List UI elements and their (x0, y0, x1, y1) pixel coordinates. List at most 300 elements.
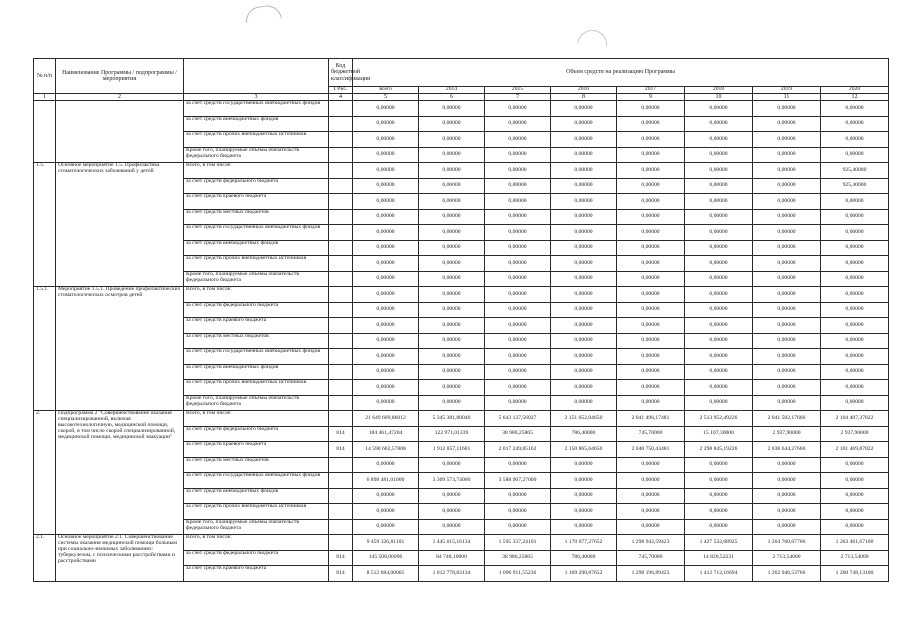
table-row (34, 163, 889, 179)
amount-cell: 1 012 778,83134 (419, 566, 485, 582)
amount-cell: 0,00000 (419, 132, 485, 148)
amount-cell: 0,00000 (551, 318, 617, 334)
grbs-code (329, 240, 353, 256)
amount-cell: 0,00000 (353, 225, 419, 241)
amount-cell: 0,00000 (753, 209, 821, 225)
amount-cell: 0,00000 (617, 318, 685, 334)
amount-cell: 2 513 952,49226 (685, 411, 753, 427)
amount-cell: 0,00000 (821, 504, 889, 520)
amount-cell: 1 298 942,59423 (617, 535, 685, 551)
amount-cell: 0,00000 (551, 519, 617, 535)
amount-cell: 2 937,90000 (753, 426, 821, 442)
funding-source: за счет средств краевого бюджета (184, 566, 329, 582)
amount-cell: 0,00000 (551, 256, 617, 272)
amount-cell: 0,00000 (551, 147, 617, 163)
amount-cell: 0,00000 (821, 349, 889, 365)
amount-cell: 0,00000 (353, 256, 419, 272)
year-header: 2016 (551, 87, 617, 94)
amount-cell: 0,00000 (685, 333, 753, 349)
funding-source: за счет средств прочих внебюджетных источников (184, 380, 329, 396)
amount-cell: 0,00000 (821, 519, 889, 535)
amount-cell: 0,00000 (821, 333, 889, 349)
grbs-code (329, 333, 353, 349)
funding-source: Всего, в том числе: (184, 163, 329, 179)
funding-source: Кроме того, планируемые объемы обязательств федерального бюджета (184, 271, 329, 287)
grbs-code: 814 (329, 550, 353, 566)
grbs-code: 814 (329, 442, 353, 458)
amount-cell: 0,00000 (419, 271, 485, 287)
column-number: 6 (419, 94, 485, 101)
grbs-code: 814 (329, 426, 353, 442)
year-header: 2019 (753, 87, 821, 94)
amount-cell: 0,00000 (753, 163, 821, 179)
funding-source: за счет средств прочих внебюджетных источников (184, 504, 329, 520)
amount-cell: 0,00000 (485, 209, 551, 225)
amount-cell: 2 038 644,27666 (753, 442, 821, 458)
amount-cell: 0,00000 (821, 147, 889, 163)
amount-cell: 0,00000 (353, 132, 419, 148)
amount-cell: 0,00000 (685, 488, 753, 504)
amount-cell: 0,00000 (551, 240, 617, 256)
amount-cell: 745,70000 (617, 426, 685, 442)
year-header: всего (353, 87, 419, 94)
column-number: 9 (617, 94, 685, 101)
funding-source: за счет средств прочих внебюджетных источников (184, 256, 329, 272)
funding-source: за счет средств государственных внебюджетных фондов (184, 225, 329, 241)
amount-cell: 0,00000 (485, 225, 551, 241)
amount-cell: 0,00000 (353, 318, 419, 334)
amount-cell: 0,00000 (485, 194, 551, 210)
amount-cell: 0,00000 (821, 395, 889, 411)
amount-cell: 0,00000 (753, 101, 821, 117)
grbs-code (329, 147, 353, 163)
funding-source: за счет средств внебюджетных фондов (184, 240, 329, 256)
amount-cell: 0,00000 (617, 287, 685, 303)
amount-cell: 0,00000 (821, 116, 889, 132)
amount-cell: 0,00000 (753, 225, 821, 241)
item-name (56, 101, 184, 163)
grbs-code (329, 116, 353, 132)
funding-source: за счет средств государственных внебюджетных фондов (184, 101, 329, 117)
funding-source: Кроме того, планируемые объемы обязательств федерального бюджета (184, 395, 329, 411)
amount-cell: 0,00000 (753, 473, 821, 489)
column-number-row (34, 94, 889, 101)
amount-cell: 0,00000 (419, 364, 485, 380)
grbs-code (329, 395, 353, 411)
amount-cell: 0,00000 (419, 333, 485, 349)
amount-cell: 2 150 865,64650 (551, 442, 617, 458)
amount-cell: 0,00000 (485, 488, 551, 504)
amount-cell: 0,00000 (685, 240, 753, 256)
amount-cell: 0,00000 (353, 395, 419, 411)
amount-cell: 0,00000 (685, 395, 753, 411)
amount-cell: 0,00000 (551, 225, 617, 241)
amount-cell: 0,00000 (419, 287, 485, 303)
amount-cell: 0,00000 (753, 116, 821, 132)
amount-cell: 0,00000 (353, 271, 419, 287)
item-number: 2. (34, 411, 56, 535)
item-number (34, 101, 56, 163)
amount-cell: 0,00000 (485, 256, 551, 272)
amount-cell: 1 445 015,16134 (419, 535, 485, 551)
amount-cell: 0,00000 (551, 395, 617, 411)
year-header: 2015 (485, 87, 551, 94)
amount-cell: 0,00000 (551, 488, 617, 504)
funding-source: за счет средств федерального бюджета (184, 178, 329, 194)
grbs-code (329, 178, 353, 194)
amount-cell: 0,00000 (419, 194, 485, 210)
amount-cell: 0,00000 (821, 364, 889, 380)
amount-cell: 0,00000 (353, 147, 419, 163)
amount-cell: 0,00000 (617, 178, 685, 194)
grbs-code (329, 256, 353, 272)
amount-cell: 2 104 407,37822 (821, 411, 889, 427)
amount-cell: 0,00000 (551, 302, 617, 318)
amount-cell: 14 590 602,57808 (353, 442, 419, 458)
amount-cell: 0,00000 (753, 364, 821, 380)
amount-cell: 2 040 750,43481 (617, 442, 685, 458)
header-grbs: ГРБС (329, 87, 353, 94)
grbs-code (329, 411, 353, 427)
amount-cell: 0,00000 (753, 256, 821, 272)
amount-cell: 0,00000 (821, 457, 889, 473)
amount-cell: 0,00000 (685, 225, 753, 241)
amount-cell: 0,00000 (685, 349, 753, 365)
amount-cell: 0,00000 (753, 194, 821, 210)
amount-cell: 0,00000 (753, 395, 821, 411)
amount-cell: 0,00000 (485, 240, 551, 256)
amount-cell: 3 309 573,74000 (419, 473, 485, 489)
funding-source: за счет средств внебюджетных фондов (184, 364, 329, 380)
header-row (34, 59, 889, 87)
item-name: Мероприятие 1.5.1. Проведение профилактических стоматологических осмотров детей (56, 287, 184, 411)
column-number: 5 (353, 94, 419, 101)
amount-cell: 0,00000 (753, 318, 821, 334)
amount-cell: 0,00000 (419, 147, 485, 163)
funding-source: за счет средств местных бюджетов (184, 457, 329, 473)
amount-cell: 0,00000 (353, 240, 419, 256)
amount-cell: 3 588 907,27000 (485, 473, 551, 489)
grbs-code (329, 318, 353, 334)
amount-cell: 925,40000 (821, 178, 889, 194)
amount-cell: 0,00000 (485, 519, 551, 535)
amount-cell: 0,00000 (485, 302, 551, 318)
amount-cell: 0,00000 (821, 271, 889, 287)
grbs-code (329, 194, 353, 210)
amount-cell: 0,00000 (419, 209, 485, 225)
amount-cell: 0,00000 (353, 302, 419, 318)
amount-cell: 0,00000 (821, 240, 889, 256)
amount-cell: 0,00000 (617, 271, 685, 287)
amount-cell: 0,00000 (485, 178, 551, 194)
amount-cell: 0,00000 (419, 163, 485, 179)
amount-cell: 0,00000 (685, 256, 753, 272)
amount-cell: 0,00000 (685, 287, 753, 303)
amount-cell: 0,00000 (753, 349, 821, 365)
amount-cell: 1 170 077,27652 (551, 535, 617, 551)
amount-cell: 0,00000 (685, 457, 753, 473)
amount-cell: 0,00000 (419, 488, 485, 504)
amount-cell: 2 101 469,87822 (821, 442, 889, 458)
amount-cell: 0,00000 (551, 457, 617, 473)
amount-cell: 0,00000 (419, 349, 485, 365)
amount-cell: 0,00000 (685, 302, 753, 318)
amount-cell: 925,40000 (821, 163, 889, 179)
amount-cell: 0,00000 (753, 132, 821, 148)
amount-cell: 0,00000 (753, 380, 821, 396)
funding-source: Кроме того, планируемые объемы обязательств федерального бюджета (184, 147, 329, 163)
amount-cell: 0,00000 (353, 349, 419, 365)
amount-cell: 0,00000 (617, 333, 685, 349)
amount-cell: 0,00000 (551, 349, 617, 365)
amount-cell: 0,00000 (617, 194, 685, 210)
amount-cell: 0,00000 (485, 147, 551, 163)
amount-cell: 0,00000 (753, 147, 821, 163)
amount-cell: 15 107,30000 (685, 426, 753, 442)
amount-cell: 0,00000 (753, 504, 821, 520)
amount-cell: 0,00000 (353, 333, 419, 349)
amount-cell: 0,00000 (419, 318, 485, 334)
amount-cell: 0,00000 (617, 364, 685, 380)
funding-source: за счет средств краевого бюджета (184, 318, 329, 334)
amount-cell: 0,00000 (617, 132, 685, 148)
amount-cell: 0,00000 (617, 209, 685, 225)
header-program-name: Наименование Программы / подпрограммы / мероприятия (56, 59, 184, 94)
amount-cell: 1 412 712,16694 (685, 566, 753, 582)
amount-cell: 0,00000 (685, 116, 753, 132)
item-number: 1.5.1. (34, 287, 56, 411)
amount-cell: 0,00000 (419, 457, 485, 473)
year-header: 2017 (617, 87, 685, 94)
amount-cell: 0,00000 (419, 101, 485, 117)
amount-cell: 0,00000 (485, 101, 551, 117)
amount-cell: 0,00000 (485, 333, 551, 349)
amount-cell: 0,00000 (821, 473, 889, 489)
amount-cell: 745,70000 (617, 550, 685, 566)
item-name: Основное мероприятие 2.1. Совершенствование системы оказания медицинской помощи больным при социально-значимых заболеваниях: туберкулезом, с психическими расстройствами и расстройствами (56, 535, 184, 582)
amount-cell: 2 017 249,85162 (485, 442, 551, 458)
item-number: 1.5. (34, 163, 56, 287)
amount-cell: 0,00000 (821, 225, 889, 241)
amount-cell: 2 041 582,17666 (753, 411, 821, 427)
amount-cell: 0,00000 (419, 504, 485, 520)
header-source-blank (184, 59, 329, 94)
funding-source: за счет средств федерального бюджета (184, 302, 329, 318)
amount-cell: 2 937,90000 (821, 426, 889, 442)
amount-cell: 0,00000 (617, 225, 685, 241)
table-row (34, 535, 889, 551)
header-funding-volume: Объем средств на реализацию Программы (353, 59, 889, 87)
column-number: 10 (685, 94, 753, 101)
amount-cell: 0,00000 (821, 132, 889, 148)
amount-cell: 1 427 532,68925 (685, 535, 753, 551)
amount-cell: 0,00000 (353, 101, 419, 117)
grbs-code (329, 504, 353, 520)
amount-cell: 1 595 337,24101 (485, 535, 551, 551)
amount-cell: 0,00000 (617, 504, 685, 520)
amount-cell: 0,00000 (685, 318, 753, 334)
amount-cell: 2 151 652,04650 (551, 411, 617, 427)
year-header: 2020 (821, 87, 889, 94)
amount-cell: 0,00000 (617, 380, 685, 396)
amount-cell: 0,00000 (685, 209, 753, 225)
amount-cell: 2 713,54000 (753, 550, 821, 566)
amount-cell: 0,00000 (551, 380, 617, 396)
amount-cell: 0,00000 (353, 504, 419, 520)
amount-cell: 0,00000 (821, 101, 889, 117)
amount-cell: 0,00000 (353, 364, 419, 380)
amount-cell: 8 512 684,00005 (353, 566, 419, 582)
amount-cell: 1 298 196,89423 (617, 566, 685, 582)
grbs-code (329, 132, 353, 148)
amount-cell: 0,00000 (419, 519, 485, 535)
amount-cell: 0,00000 (353, 287, 419, 303)
amount-cell: 0,00000 (485, 318, 551, 334)
column-number: 4 (329, 94, 353, 101)
amount-cell: 786,40000 (551, 426, 617, 442)
amount-cell: 0,00000 (485, 504, 551, 520)
amount-cell: 0,00000 (753, 271, 821, 287)
amount-cell: 0,00000 (551, 163, 617, 179)
amount-cell: 0,00000 (353, 457, 419, 473)
grbs-code (329, 473, 353, 489)
program-funding-table (33, 58, 889, 582)
amount-cell: 0,00000 (485, 364, 551, 380)
grbs-code (329, 101, 353, 117)
amount-cell: 0,00000 (419, 178, 485, 194)
amount-cell: 0,00000 (685, 178, 753, 194)
funding-source: за счет средств внебюджетных фондов (184, 116, 329, 132)
amount-cell: 0,00000 (353, 178, 419, 194)
amount-cell: 0,00000 (685, 380, 753, 396)
amount-cell: 2 041 496,17481 (617, 411, 685, 427)
amount-cell: 0,00000 (685, 163, 753, 179)
table-row (34, 101, 889, 117)
item-name: Подпрограмма 2 "Совершенствование оказания специализированной, включая высокотехнологичную, медицинской помощи, скорой, в том числе скорой специализированной, медицинской помощи, медицинской эвакуации" (56, 411, 184, 535)
grbs-code (329, 457, 353, 473)
funding-source: Всего, в том числе: (184, 287, 329, 303)
column-number: 12 (821, 94, 889, 101)
amount-cell: 0,00000 (617, 256, 685, 272)
grbs-code (329, 364, 353, 380)
funding-source: за счет средств краевого бюджета (184, 194, 329, 210)
amount-cell: 0,00000 (617, 488, 685, 504)
amount-cell: 0,00000 (685, 132, 753, 148)
column-number: 3 (184, 94, 329, 101)
amount-cell: 0,00000 (551, 132, 617, 148)
amount-cell: 0,00000 (685, 147, 753, 163)
column-number: 2 (56, 94, 184, 101)
amount-cell: 184 461,47204 (353, 426, 419, 442)
amount-cell: 0,00000 (617, 519, 685, 535)
amount-cell: 30 980,25865 (485, 426, 551, 442)
scan-artifact-arc (244, 4, 282, 24)
grbs-code (329, 163, 353, 179)
amount-cell: 0,00000 (821, 380, 889, 396)
amount-cell: 0,00000 (753, 178, 821, 194)
amount-cell: 1 260 748,13100 (821, 566, 889, 582)
year-header: 2018 (685, 87, 753, 94)
column-number: 7 (485, 94, 551, 101)
grbs-code (329, 535, 353, 551)
grbs-code (329, 271, 353, 287)
amount-cell: 0,00000 (617, 395, 685, 411)
amount-cell: 0,00000 (485, 457, 551, 473)
amount-cell: 0,00000 (685, 271, 753, 287)
amount-cell: 0,00000 (551, 504, 617, 520)
table-row (34, 287, 889, 303)
amount-cell: 0,00000 (821, 488, 889, 504)
table-body (34, 59, 889, 582)
funding-source: Всего, в том числе: (184, 535, 329, 551)
table-row (34, 411, 889, 427)
amount-cell: 0,00000 (419, 395, 485, 411)
amount-cell: 0,00000 (821, 209, 889, 225)
funding-source: Всего, в том числе: (184, 411, 329, 427)
amount-cell: 0,00000 (685, 519, 753, 535)
amount-cell: 0,00000 (685, 194, 753, 210)
amount-cell: 0,00000 (821, 194, 889, 210)
amount-cell: 0,00000 (617, 473, 685, 489)
grbs-code (329, 287, 353, 303)
amount-cell: 0,00000 (485, 132, 551, 148)
grbs-code (329, 225, 353, 241)
funding-source: за счет средств краевого бюджета (184, 442, 329, 458)
item-number: 2.1. (34, 535, 56, 582)
amount-cell: 5 345 381,80040 (419, 411, 485, 427)
amount-cell: 0,00000 (617, 457, 685, 473)
header-budget-code: Код бюджетной классификации (329, 59, 353, 87)
amount-cell: 0,00000 (753, 240, 821, 256)
amount-cell: 0,00000 (551, 116, 617, 132)
amount-cell: 1 096 911,55236 (485, 566, 551, 582)
amount-cell: 1 169 290,87652 (551, 566, 617, 582)
funding-source: за счет средств внебюджетных фондов (184, 488, 329, 504)
grbs-code (329, 209, 353, 225)
amount-cell: 0,00000 (485, 349, 551, 365)
amount-cell: 0,00000 (419, 380, 485, 396)
amount-cell: 0,00000 (551, 287, 617, 303)
amount-cell: 0,00000 (685, 101, 753, 117)
amount-cell: 122 971,01339 (419, 426, 485, 442)
amount-cell: 0,00000 (551, 473, 617, 489)
funding-source: за счет средств федерального бюджета (184, 550, 329, 566)
funding-source: за счет средств местных бюджетов (184, 333, 329, 349)
amount-cell: 1 262 046,53766 (753, 566, 821, 582)
amount-cell: 0,00000 (685, 473, 753, 489)
amount-cell: 145 508,06096 (353, 550, 419, 566)
amount-cell: 0,00000 (753, 457, 821, 473)
amount-cell: 0,00000 (353, 194, 419, 210)
amount-cell: 0,00000 (617, 101, 685, 117)
amount-cell: 6 898 481,01000 (353, 473, 419, 489)
amount-cell: 0,00000 (753, 302, 821, 318)
amount-cell: 0,00000 (617, 163, 685, 179)
grbs-code: 814 (329, 566, 353, 582)
amount-cell: 0,00000 (753, 519, 821, 535)
funding-source: за счет средств местных бюджетов (184, 209, 329, 225)
amount-cell: 0,00000 (551, 101, 617, 117)
amount-cell: 0,00000 (419, 225, 485, 241)
amount-cell: 0,00000 (485, 271, 551, 287)
amount-cell: 1 912 857,11601 (419, 442, 485, 458)
amount-cell: 0,00000 (353, 116, 419, 132)
amount-cell: 0,00000 (617, 240, 685, 256)
scan-artifact-arc (577, 28, 608, 46)
header-number: № п/п (34, 59, 56, 94)
amount-cell: 2 713,54000 (821, 550, 889, 566)
amount-cell: 0,00000 (419, 240, 485, 256)
